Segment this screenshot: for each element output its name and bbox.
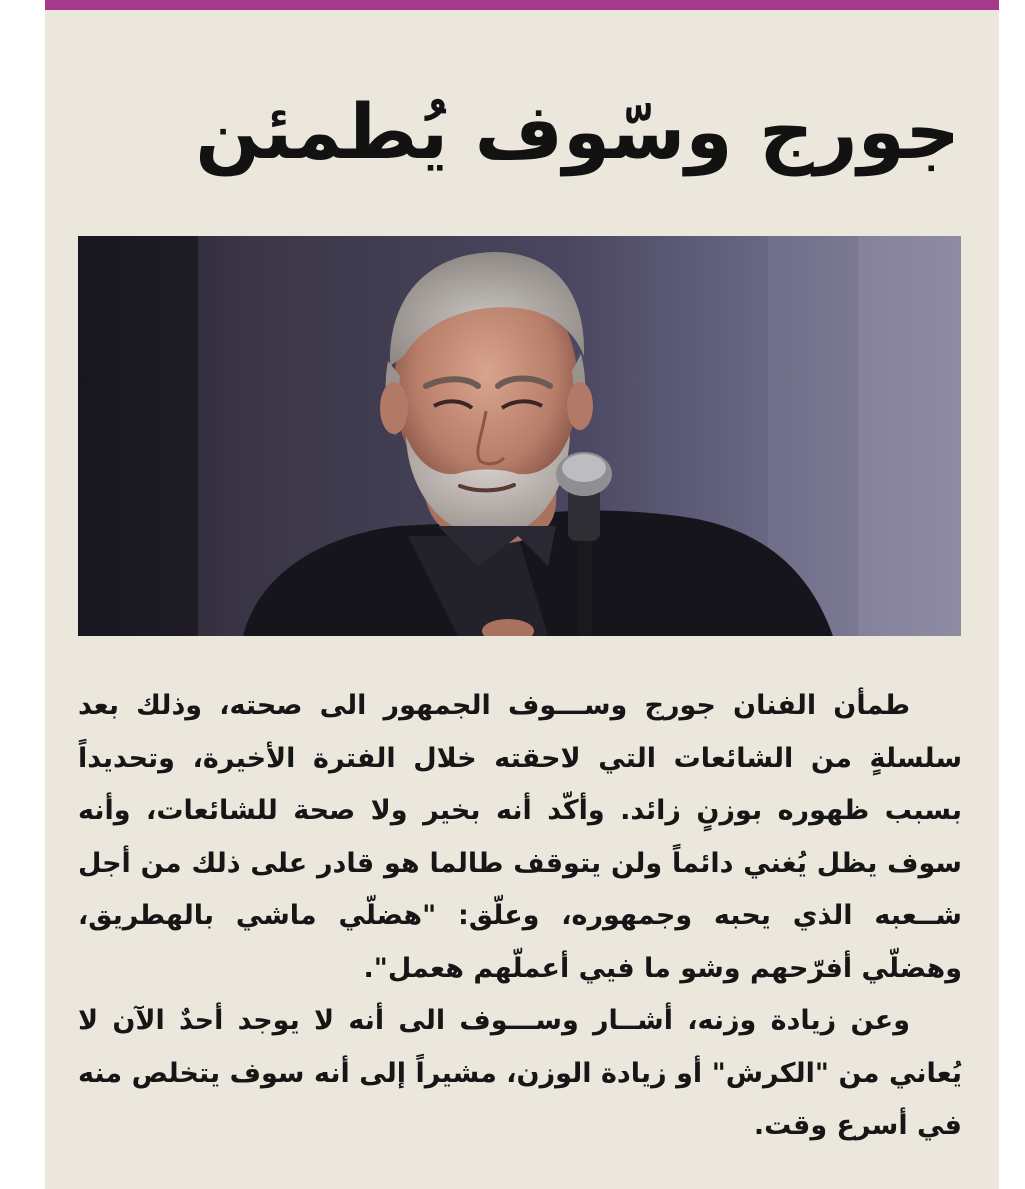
article-paragraph: طمأن الفنان جورج وســـوف الجمهور الى صحته، وذلك بعد سلسلةٍ من الشائعات التي لاحقته خلال الفترة الأخيرة، وتحديداً بسبب ظهوره بوزنٍ زائد. وأكّد أنه بخير ولا صحة للشائعات، وأنه سوف يظل يُغني دائماً ولن يتوقف طالما هو قادر على ذلك من أجل شــعبه الذي يحبه وجمهوره، وعلّق: "هضلّي ماشي بالهطريق، وهضلّي أفرّحهم وشو ما فيي أعملّهم هعمل".: [78, 690, 962, 984]
headline: جورج وسّوف يُطمئن: [195, 87, 960, 176]
article-photo: [78, 236, 961, 636]
accent-bar: [45, 0, 999, 10]
article-body: [78, 680, 962, 1153]
article-paragraph: وعن زيادة وزنه، أشــار وســـوف الى أنه لا يوجد أحدٌ الآن لا يُعاني من "الكرش" أو زيادة الوزن، مشيراً إلى أنه سوف يتخلص منه في أسرع وقت.: [78, 1005, 962, 1141]
